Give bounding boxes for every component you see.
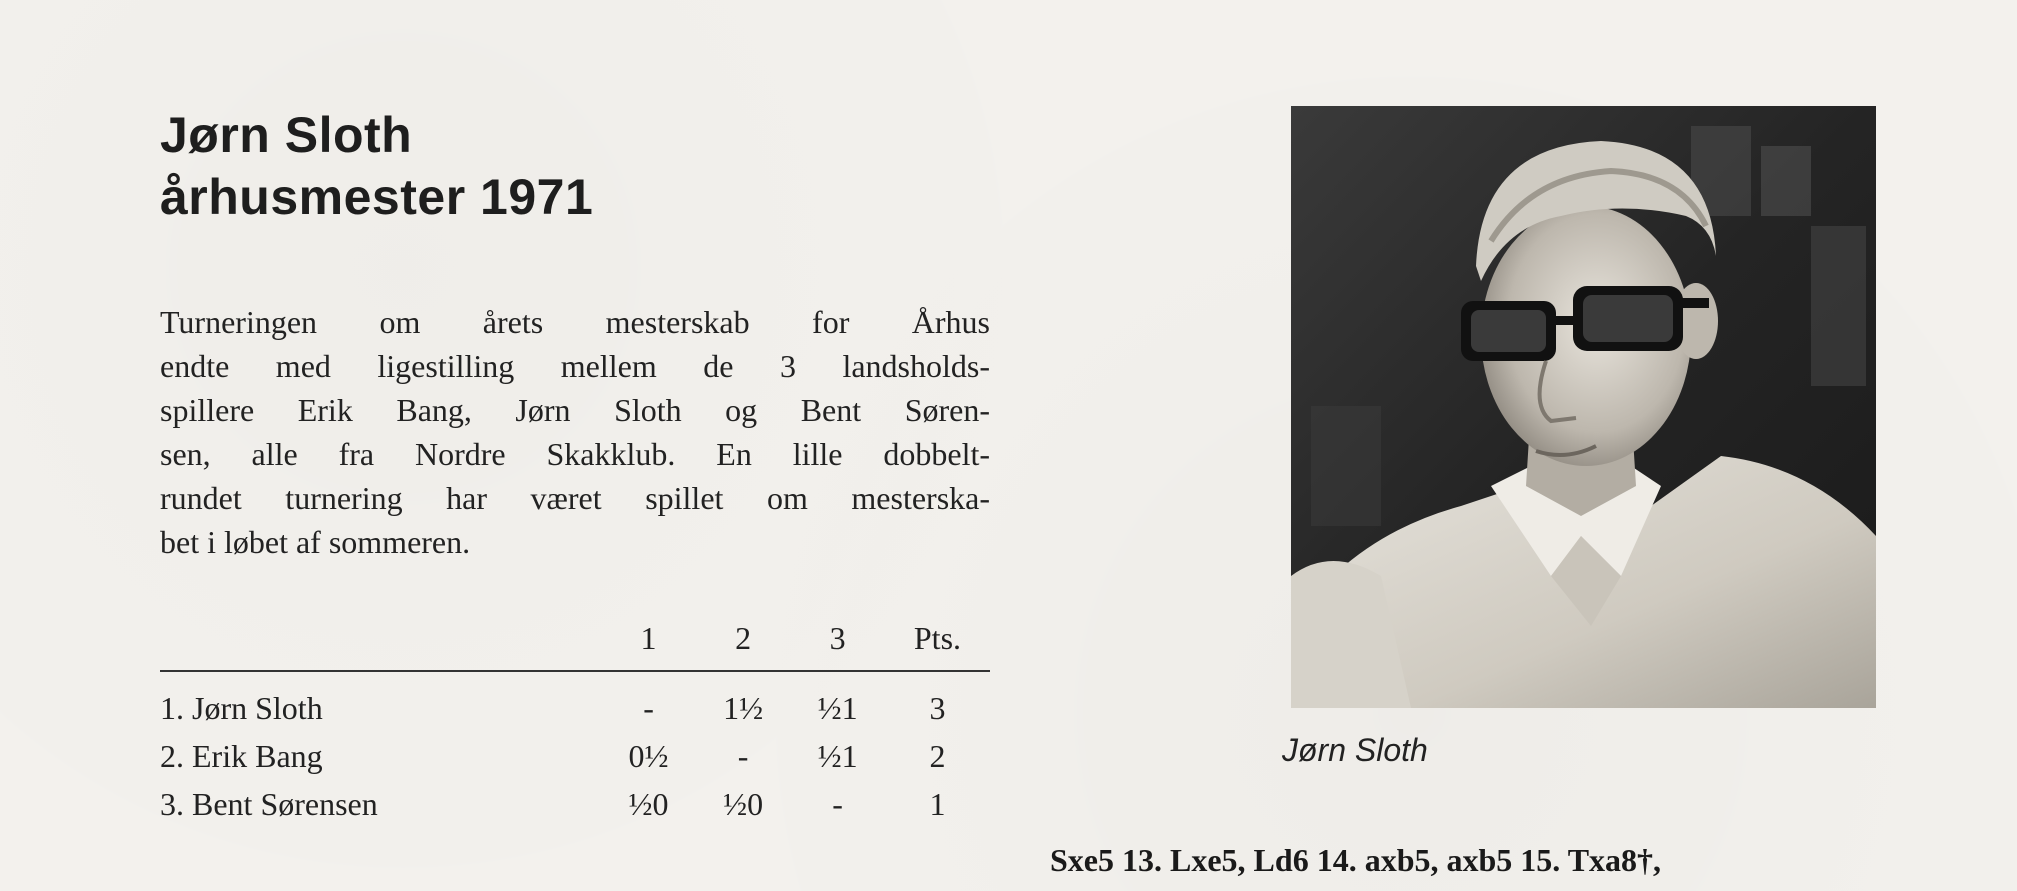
intro-line: endte med ligestilling mellem de 3 landsholds- [160,348,990,384]
result-cell: 1½ [723,689,764,726]
standings-table [160,620,990,828]
player-name: 1. Jørn Sloth [160,689,323,726]
title-line-1: Jørn Sloth [160,107,413,163]
result-cell: ½1 [817,689,858,726]
result-cell: - [832,785,843,822]
player-name: 3. Bent Sørensen [160,785,378,822]
article-title [160,104,593,228]
table-row [160,780,990,828]
title-line-2: århusmester 1971 [160,169,594,225]
points-cell: 1 [929,785,946,822]
player-name: 2. Erik Bang [160,737,323,774]
points-cell: 3 [929,689,946,726]
result-cell: ½0 [723,785,764,822]
result-cell: ½1 [817,737,858,774]
header-round-2: 2 [735,620,752,656]
portrait-illustration [1291,106,1876,708]
intro-line: bet i løbet af sommeren. [160,524,471,560]
intro-line: spillere Erik Bang, Jørn Sloth og Bent Søren- [160,392,990,428]
header-points: Pts. [913,620,962,656]
result-cell: - [643,689,654,726]
portrait-photo [1291,106,1876,708]
intro-paragraph [160,300,990,564]
result-cell: 0½ [628,737,669,774]
table-row [160,671,990,732]
result-cell: ½0 [628,785,669,822]
intro-line: Turneringen om årets mesterskab for Århus [160,304,990,340]
intro-line: rundet turnering har været spillet om mesterska- [160,480,990,516]
game-moves-text: Sxe5 13. Lxe5, Ld6 14. axb5, axb5 15. Txa8†, [1050,842,1662,878]
header-round-3: 3 [829,620,846,656]
header-name [160,620,601,671]
intro-line: sen, alle fra Nordre Skakklub. En lille dobbelt- [160,436,990,472]
table-row [160,732,990,780]
header-round-1: 1 [640,620,657,656]
standings-header-row [160,620,990,671]
points-cell: 2 [929,737,946,774]
result-cell: - [737,737,749,774]
photo-caption: Jørn Sloth [1282,732,1428,768]
